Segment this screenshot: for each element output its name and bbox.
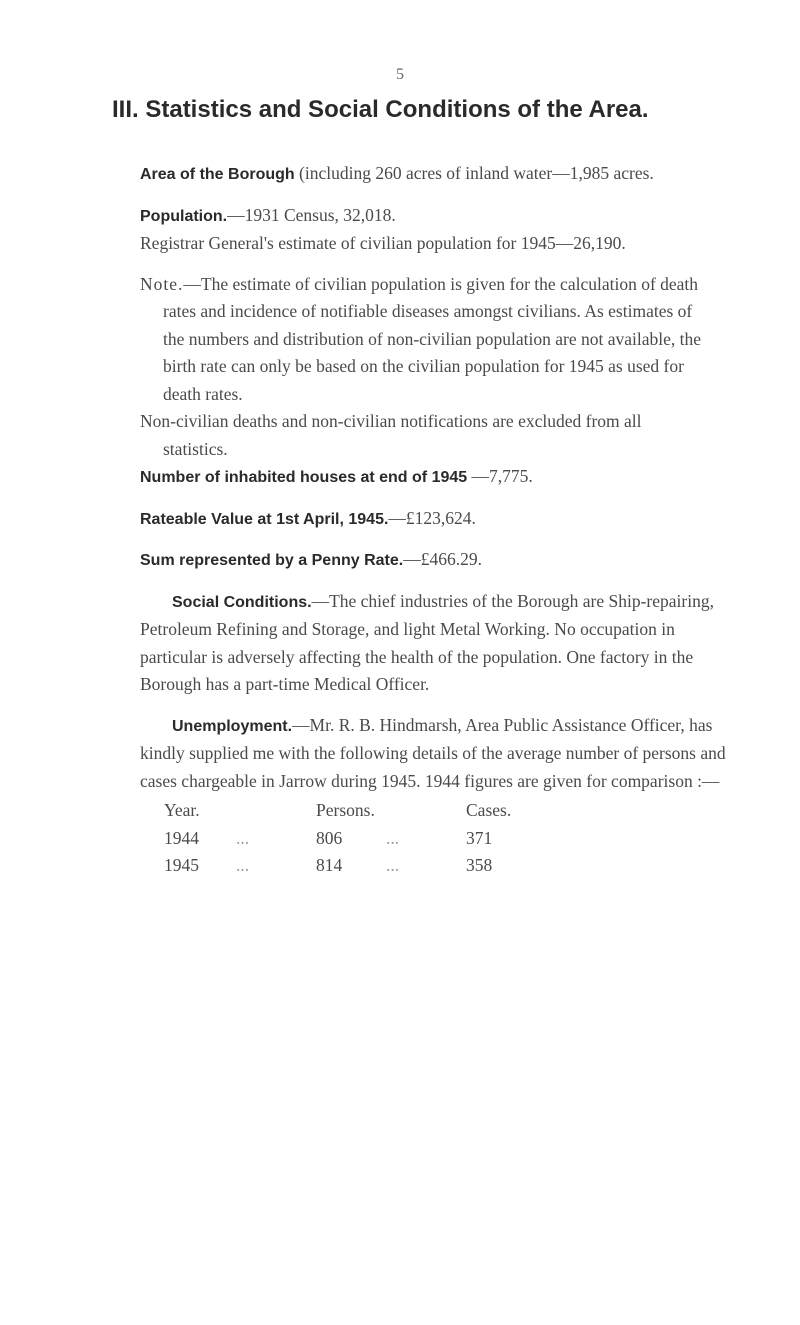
social-label: Social Conditions. xyxy=(172,593,312,611)
page-number: 5 xyxy=(396,66,404,83)
header-cases: Cases. xyxy=(466,800,512,820)
rateable-paragraph xyxy=(140,505,710,534)
area-paragraph xyxy=(140,160,710,189)
penny-rate-paragraph xyxy=(140,546,710,575)
population-label: Population. xyxy=(140,207,228,225)
population-census: —1931 Census, 32,018. xyxy=(227,204,396,225)
penny-rate-value: —£466.29. xyxy=(403,549,482,569)
penny-rate-label: Sum represented by a Penny Rate. xyxy=(140,552,404,569)
houses-label: Number of inhabited houses at end of 1945 xyxy=(140,469,468,486)
leader-dots: ... xyxy=(386,827,400,848)
section-heading: III. Statistics and Social Conditions of the Area. xyxy=(112,96,649,123)
table-header-row xyxy=(164,797,526,825)
area-label: Area of the Borough xyxy=(140,166,295,183)
row-persons: 806 xyxy=(316,827,343,848)
document-body xyxy=(140,160,726,880)
header-year: Year. xyxy=(164,800,200,820)
note-text: —The estimate of civilian population is given for the calculation of death rates and incidence of notifiable diseases amongst civilians. As estimates of the numbers and distribution of non-civilian population are not available, the birth rate can only be based on the civilian population for 1945 as used for death rates. xyxy=(163,273,701,404)
table-row xyxy=(164,825,526,853)
table-row xyxy=(164,852,526,880)
note-label: Note. xyxy=(140,273,184,294)
registrar-estimate-text: Registrar General's estimate of civilian population for 1945—26,190. xyxy=(140,233,626,253)
leader-dots: ... xyxy=(236,827,250,848)
row-persons: 814 xyxy=(316,855,343,875)
unemployment-paragraph xyxy=(140,712,742,796)
houses-paragraph xyxy=(140,463,710,492)
leader-dots: ... xyxy=(236,855,250,875)
unemployment-table xyxy=(164,797,526,880)
leader-dots: ... xyxy=(386,855,400,875)
houses-value: —7,775. xyxy=(471,466,533,486)
row-cases: 371 xyxy=(466,827,493,848)
rateable-label: Rateable Value at 1st April, 1945. xyxy=(140,510,389,528)
note-excluded-text: Non-civilian deaths and non-civilian notifications are excluded from all statistics. xyxy=(140,411,642,459)
social-text: —The chief industries of the Borough are Ship-repairing, Petroleum Refining and Storage, and light Metal Working. No occupation in particular is adversely affecting the health of the population. One factory in the Borough has a part-time Medical Officer. xyxy=(140,590,714,694)
note-excluded-paragraph xyxy=(140,408,710,463)
header-persons: Persons. xyxy=(316,800,375,820)
population-paragraph xyxy=(140,202,710,231)
area-text: (including 260 acres of inland water—1,985 acres. xyxy=(299,163,654,183)
unemployment-text: —Mr. R. B. Hindmarsh, Area Public Assistance Officer, has kindly supplied me with the following details of the average number of persons and cases chargeable in Jarrow during 1945. 1944 figures are given for comparison :— xyxy=(140,714,726,791)
note-paragraph xyxy=(140,271,710,409)
row-cases: 358 xyxy=(466,855,493,875)
rateable-value: —£123,624. xyxy=(388,507,476,528)
registrar-estimate xyxy=(140,230,710,258)
row-year: 1945 xyxy=(164,855,199,875)
social-paragraph xyxy=(140,588,742,699)
unemployment-label: Unemployment. xyxy=(172,717,293,735)
row-year: 1944 xyxy=(164,827,199,848)
